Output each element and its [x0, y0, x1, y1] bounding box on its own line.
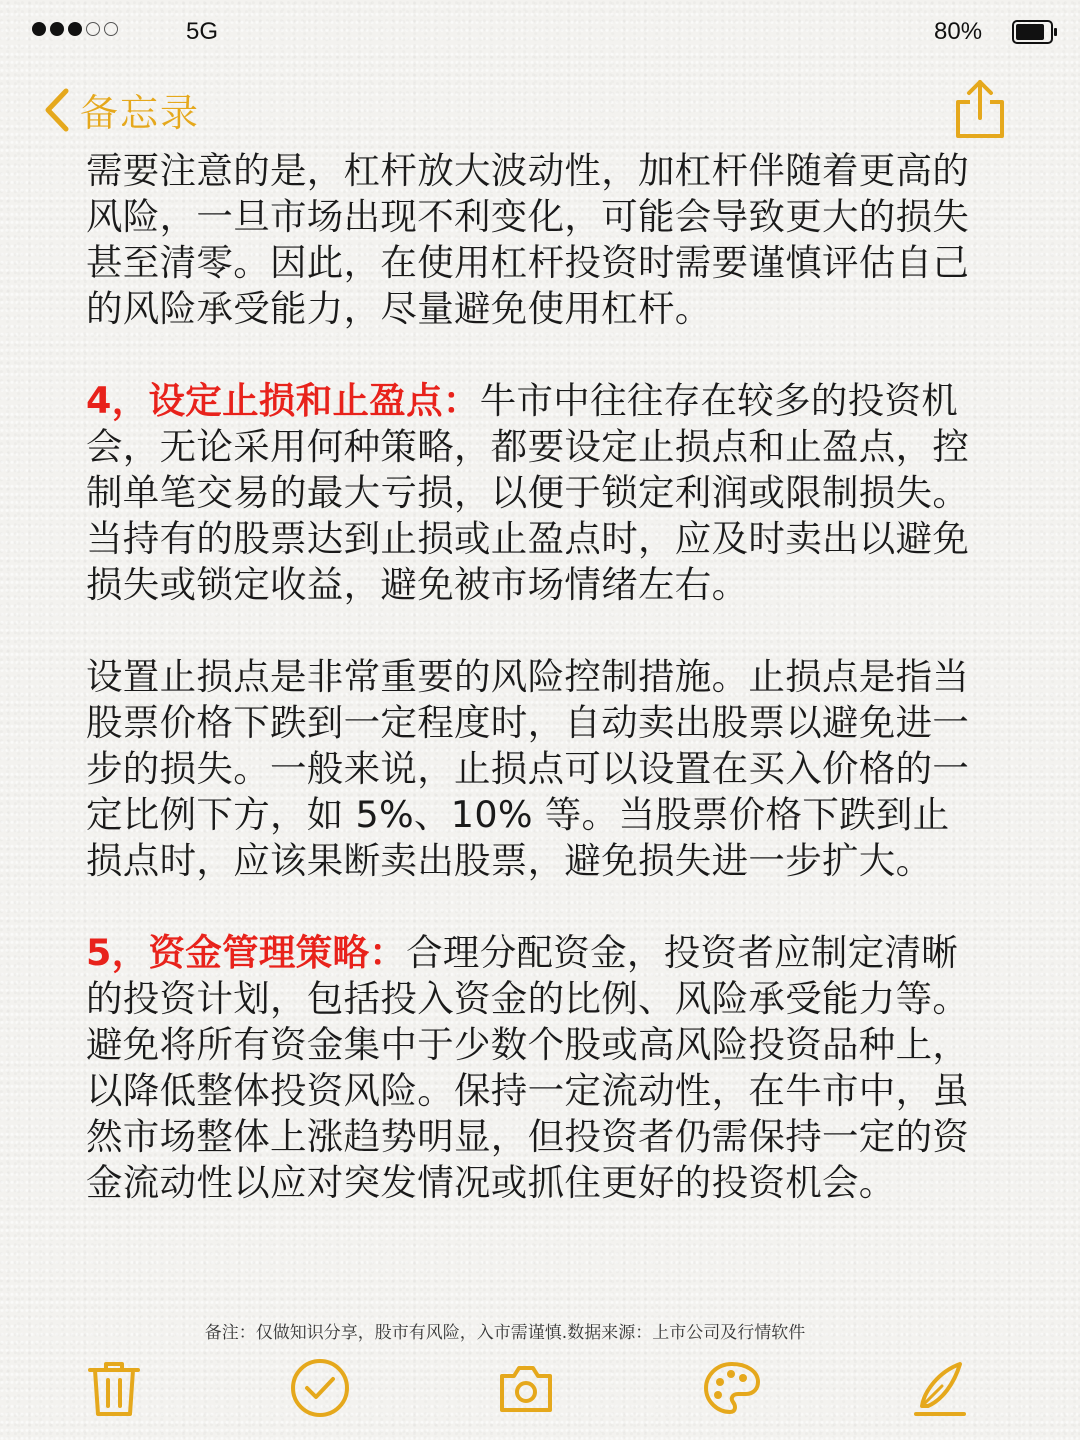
nav-bar [0, 78, 1080, 148]
checklist-icon[interactable] [288, 1356, 352, 1420]
section-4 [86, 378, 986, 608]
camera-icon[interactable] [494, 1356, 558, 1420]
footnote: 备注：仅做知识分享，股市有风险，入市需谨慎.数据来源：上市公司及行情软件 [204, 1323, 806, 1343]
status-bar [0, 0, 1080, 66]
share-icon[interactable] [950, 78, 1010, 142]
section-5-heading: 5，资金管理策略： [86, 931, 407, 974]
paragraph-stop-loss: 设置止损点是非常重要的风险控制措施。止损点是指当股票价格下跌到一定程度时，自动卖出股票以避免进一步的损失。一般来说，止损点可以设置在买入价格的一定比例下方，如 5%、10% 等。当股票价格下跌到止损点时，应该果断卖出股票，避免损失进一步扩大。 [86, 655, 970, 882]
palette-icon[interactable] [700, 1356, 764, 1420]
section-4-heading: 4，设定止损和止盈点： [86, 379, 480, 422]
pen-icon[interactable] [908, 1356, 972, 1420]
back-label: 备忘录 [80, 91, 201, 135]
chevron-left-icon [40, 83, 74, 137]
section-5 [86, 930, 986, 1206]
bottom-toolbar [0, 1350, 1080, 1430]
trash-icon[interactable] [82, 1356, 146, 1420]
back-button[interactable] [40, 82, 200, 137]
section-4-body: 牛市中往往存在较多的投资机会，无论采用何种策略，都要设定止损点和止盈点，控制单笔交易的最大亏损，以便于锁定利润或限制损失。当持有的股票达到止损或止盈点时，应及时卖出以避免损失或锁定收益，避免被市场情绪左右。 [86, 379, 970, 606]
paragraph-leverage: 需要注意的是，杠杆放大波动性，加杠杆伴随着更高的风险，一旦市场出现不利变化，可能会导致更大的损失甚至清零。因此，在使用杠杆投资时需要谨慎评估自己的风险承受能力，尽量避免使用杠杆。 [86, 149, 970, 330]
network-type: 5G [186, 18, 219, 45]
note-body[interactable] [86, 148, 986, 1206]
battery-icon [1012, 20, 1058, 44]
section-5-body: 合理分配资金，投资者应制定清晰的投资计划，包括投入资金的比例、风险承受能力等。避免将所有资金集中于少数个股或高风险投资品种上，以降低整体投资风险。保持一定流动性，在牛市中，虽然市场整体上涨趋势明显，但投资者仍需保持一定的资金流动性以应对突发情况或抓住更好的投资机会。 [86, 931, 970, 1204]
battery-percent: 80% [934, 18, 983, 45]
signal-strength-icon [32, 22, 118, 36]
